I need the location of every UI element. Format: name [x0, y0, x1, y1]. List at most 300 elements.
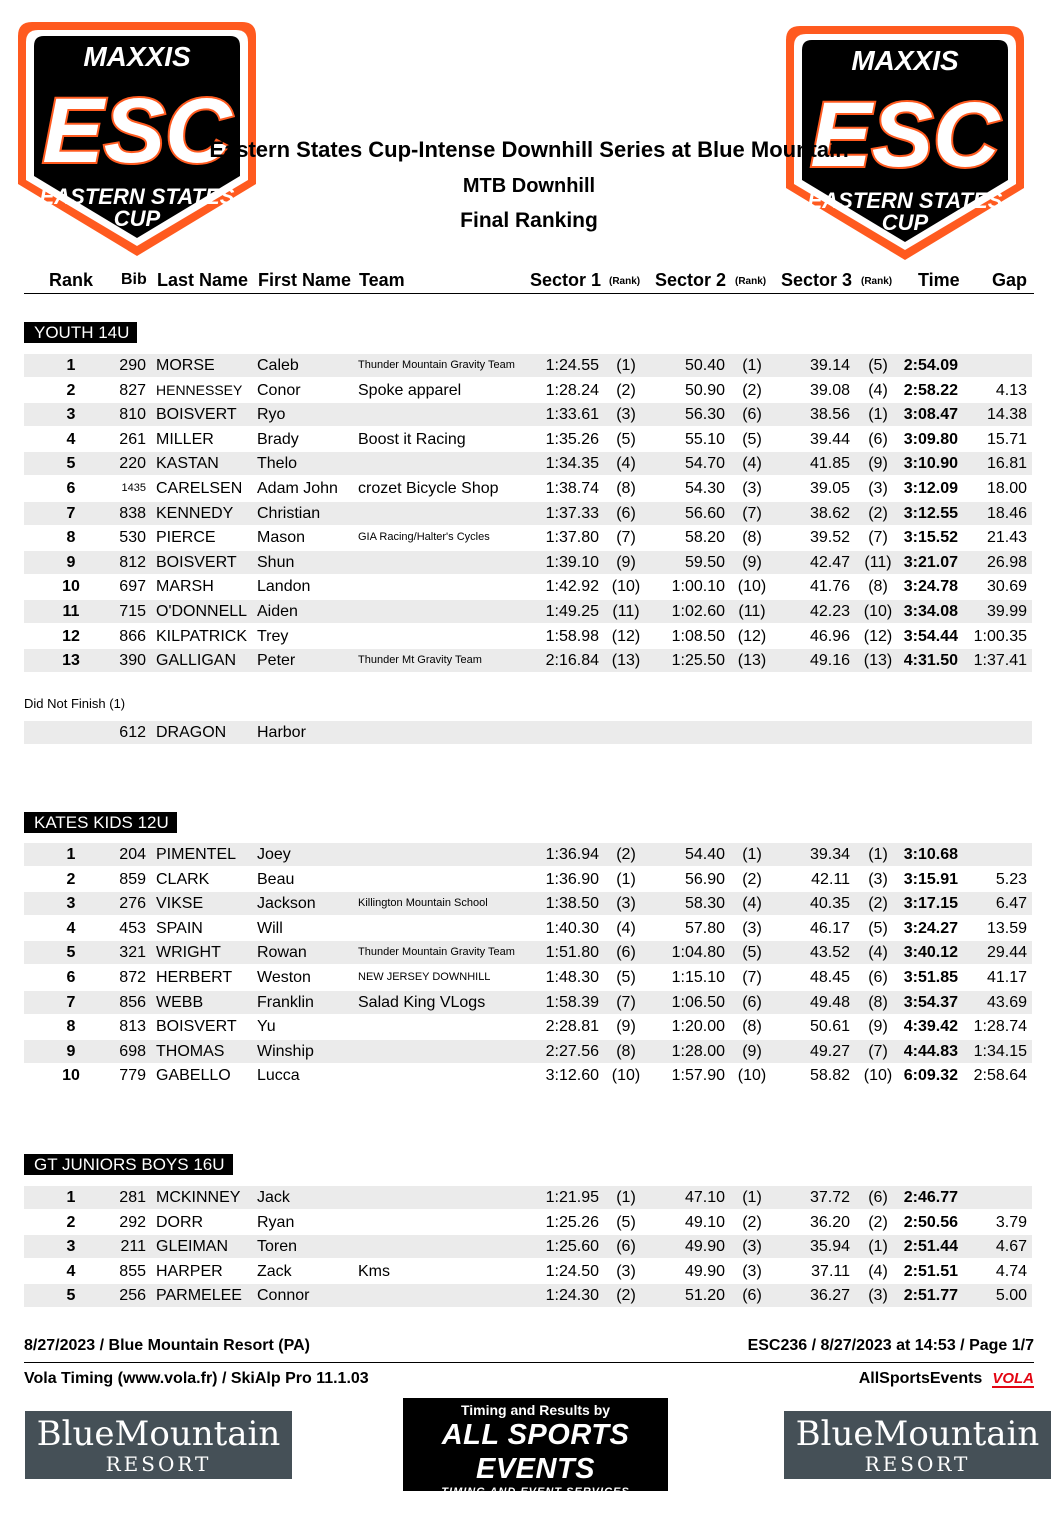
sector3-time: 39.14: [809, 357, 850, 374]
total-time: 3:34.08: [903, 603, 958, 620]
total-time: 4:39.42: [903, 1018, 958, 1036]
gap: 13.59: [986, 919, 1027, 937]
sector2-time: 1:00.10: [671, 578, 725, 596]
sector1-rank: (5): [616, 430, 636, 448]
last-name: HARPER: [156, 1262, 223, 1280]
sector1-time: 1:36.94: [545, 846, 599, 863]
rank: 2: [66, 1213, 76, 1231]
sector3-time: 39.34: [809, 846, 850, 863]
first-name: Landon: [257, 578, 311, 596]
team: Salad King VLogs: [358, 993, 486, 1011]
total-time: 3:24.78: [903, 578, 958, 596]
result-row: [24, 1235, 1032, 1258]
team: crozet Bicycle Shop: [358, 480, 499, 497]
first-name: Ryo: [257, 406, 286, 424]
sector3-time: 42.11: [811, 870, 850, 888]
rank: 10: [62, 578, 80, 596]
gap: 1:00.35: [973, 627, 1027, 645]
sector2-rank: (8): [742, 1018, 762, 1036]
sector3-rank: (7): [868, 529, 888, 547]
total-time: 2:58.22: [903, 381, 958, 399]
sector1-rank: (2): [616, 1287, 636, 1305]
sector1-rank: (1): [616, 1189, 636, 1206]
sector1-time: 1:58.39: [545, 993, 599, 1011]
maxxis-logo-text: MAXXIS: [851, 45, 959, 76]
eastern-states-logo-text: EASTERN STATES: [807, 188, 1003, 213]
gap: 26.98: [986, 553, 1027, 571]
rank: 4: [66, 430, 76, 448]
sector3-rank: (6): [868, 430, 888, 448]
sector3-rank: (10): [863, 1067, 893, 1085]
result-row: [24, 1186, 1032, 1209]
sector2-rank: (9): [742, 553, 762, 571]
last-name: MCKINNEY: [156, 1189, 241, 1206]
gap: 4.74: [995, 1262, 1027, 1280]
sector2-rank: (12): [737, 627, 767, 645]
sector3-rank: (6): [868, 969, 888, 986]
sector3-rank: (3): [868, 1287, 888, 1305]
result-row: [24, 379, 1032, 402]
result-row: [24, 917, 1032, 940]
bib: 453: [119, 919, 146, 937]
rank: 1: [66, 846, 76, 863]
total-time: 2:50.56: [903, 1213, 958, 1231]
rank: 1: [66, 357, 76, 374]
sector3-time: 41.76: [809, 578, 850, 596]
gap: 16.81: [986, 455, 1027, 473]
sector1-time: 1:35.26: [545, 430, 599, 448]
sector1-rank: (9): [616, 1018, 636, 1036]
sector2-time: 1:06.50: [671, 993, 725, 1011]
sector1-time: 1:51.80: [545, 944, 599, 962]
sector3-rank: (11): [864, 553, 892, 571]
last-name: HERBERT: [156, 969, 233, 986]
sector3-time: 42.23: [809, 603, 850, 620]
last-name: O'DONNELL: [156, 603, 248, 620]
event-title: Eastern States Cup-Intense Downhill Series at Blue Mountain: [209, 137, 849, 162]
footer-timing: [24, 1370, 1034, 1392]
sector3-time: 39.08: [809, 381, 850, 399]
sector2-time: 51.20: [684, 1287, 725, 1305]
sector1-time: 2:16.84: [545, 652, 599, 670]
ase-url: www.allsportsevents.com: [455, 1498, 616, 1513]
first-name: Thelo: [257, 455, 298, 473]
sector2-rank: (2): [742, 1213, 762, 1231]
ranking-title: Final Ranking: [460, 209, 598, 232]
sector2-time: 1:04.80: [671, 944, 725, 962]
sector1-time: 1:40.30: [545, 919, 599, 937]
sector1-time: 1:39.10: [545, 553, 599, 571]
sector1-rank: (8): [616, 480, 636, 497]
bib: 866: [119, 627, 146, 645]
result-row: [24, 1284, 1032, 1307]
rank: 3: [66, 895, 76, 913]
gap: 30.69: [986, 578, 1027, 596]
first-name: Conor: [257, 381, 301, 399]
rank: 4: [66, 1262, 76, 1280]
team: GIA Racing/Halter's Cycles: [358, 531, 490, 544]
blue-mountain-name: BlueMountain: [36, 1414, 281, 1454]
sector3-rank: (9): [868, 1018, 888, 1036]
result-row: [24, 892, 1032, 915]
sector2-time: 54.70: [684, 455, 725, 473]
gap: 43.69: [986, 993, 1027, 1011]
sector2-rank: (3): [742, 480, 762, 497]
result-row: [24, 1064, 1032, 1087]
ase-timing-line: Timing and Results by: [460, 1402, 611, 1418]
bib: 855: [119, 1262, 146, 1280]
last-name: KENNEDY: [156, 504, 234, 522]
dnf-row: [24, 721, 1032, 744]
sector2-rank: (13): [737, 652, 767, 670]
sector2-time: 1:02.60: [671, 603, 725, 620]
sector3-time: 46.96: [809, 627, 850, 645]
sector1-rank: (4): [616, 455, 636, 473]
sector3-time: 41.85: [809, 455, 850, 473]
sector1-time: 1:37.80: [545, 529, 599, 547]
sector2-rank: (2): [742, 870, 762, 888]
total-time: 3:15.91: [903, 870, 958, 888]
sector2-rank: (1): [742, 357, 762, 374]
sector1-rank: (1): [616, 870, 636, 888]
sector1-rank: (11): [612, 603, 640, 620]
sector2-time: 56.30: [684, 406, 725, 424]
sector3-rank: (7): [868, 1042, 888, 1060]
sector2-time: 1:57.90: [671, 1067, 725, 1085]
discipline-title: MTB Downhill: [462, 175, 596, 197]
sector2-rank: (3): [742, 919, 762, 937]
sector1-rank: (7): [616, 529, 636, 547]
col-time: Time: [918, 270, 960, 290]
total-time: 3:12.55: [903, 504, 958, 522]
bib: 261: [119, 430, 146, 448]
rank: 5: [66, 455, 76, 473]
bib: 204: [119, 846, 146, 863]
total-time: 2:51.44: [903, 1238, 958, 1256]
result-row: [24, 354, 1032, 377]
total-time: 2:51.77: [903, 1287, 958, 1305]
rank: 2: [66, 870, 76, 888]
category-youth-14u: YOUTH 14U: [24, 322, 137, 343]
team: NEW JERSEY DOWNHILL: [358, 971, 491, 983]
rank: 13: [62, 652, 80, 670]
sector3-rank: (2): [868, 504, 888, 522]
sector2-rank: (11): [738, 603, 766, 620]
sector1-time: 1:34.35: [545, 455, 599, 473]
sector2-time: 54.30: [684, 480, 725, 497]
total-time: 3:15.52: [903, 529, 958, 547]
col-gap: Gap: [992, 270, 1028, 290]
sector3-time: 58.82: [809, 1067, 850, 1085]
result-row: [24, 991, 1032, 1014]
result-row: [24, 625, 1032, 648]
bib: 390: [119, 652, 146, 670]
col-sector3: Sector 3: [781, 270, 853, 290]
sector2-rank: (5): [742, 430, 762, 448]
col-rank2: (Rank): [735, 276, 767, 287]
sector2-rank: (1): [742, 846, 762, 863]
total-time: 3:17.15: [903, 895, 958, 913]
result-row: [24, 1260, 1032, 1283]
rank: 8: [66, 529, 76, 547]
sector1-time: 1:28.24: [545, 381, 599, 399]
sector2-time: 1:15.10: [671, 969, 725, 986]
first-name: Lucca: [257, 1067, 300, 1085]
gap: 29.44: [986, 944, 1027, 962]
sector2-time: 50.90: [684, 381, 725, 399]
sector1-time: 1:38.74: [545, 480, 599, 497]
sector3-time: 35.94: [809, 1238, 850, 1256]
rank: 3: [66, 406, 76, 424]
total-time: 3:10.68: [903, 846, 958, 863]
sector3-time: 37.11: [811, 1262, 850, 1280]
total-time: 3:10.90: [903, 455, 958, 473]
sector1-rank: (7): [616, 993, 636, 1011]
first-name: Caleb: [257, 357, 299, 374]
sector3-time: 38.62: [809, 504, 850, 522]
sector3-time: 40.35: [809, 895, 850, 913]
esc-logo-text: ESC: [810, 84, 1000, 186]
sector3-rank: (12): [863, 627, 893, 645]
sector3-rank: (8): [868, 578, 888, 596]
sector3-rank: (1): [868, 406, 888, 424]
result-row: [24, 941, 1032, 964]
result-row: [24, 966, 1032, 989]
last-name: PIMENTEL: [156, 846, 237, 863]
sector1-time: 1:24.55: [545, 357, 599, 374]
sector3-time: 46.17: [809, 919, 850, 937]
col-sector1: Sector 1: [530, 270, 602, 290]
result-row: [24, 1211, 1032, 1234]
total-time: 2:54.09: [903, 357, 958, 374]
sector2-time: 47.10: [684, 1189, 725, 1206]
last-name: MARSH: [156, 578, 214, 596]
sector2-rank: (8): [742, 529, 762, 547]
sector1-time: 1:24.50: [545, 1262, 599, 1280]
sector1-rank: (6): [616, 944, 636, 962]
sector1-time: 1:49.25: [545, 603, 599, 620]
sector3-rank: (5): [868, 357, 888, 374]
total-time: 3:54.37: [903, 993, 958, 1011]
sector2-time: 57.80: [684, 919, 725, 937]
first-name: Ryan: [257, 1213, 295, 1231]
sector2-time: 59.50: [684, 553, 725, 571]
bib: 612: [119, 724, 146, 741]
gap: 5.00: [995, 1287, 1027, 1305]
sector1-time: 2:28.81: [545, 1018, 599, 1036]
sector3-time: 48.45: [809, 969, 850, 986]
total-time: 3:21.07: [903, 553, 958, 571]
sector3-time: 36.20: [809, 1213, 850, 1231]
vola-logo: VOLA: [992, 1370, 1034, 1387]
col-rank: Rank: [49, 270, 94, 290]
result-row: [24, 1015, 1032, 1038]
sector3-time: 42.47: [809, 553, 850, 571]
sector1-time: 1:25.60: [545, 1238, 599, 1256]
result-row: [24, 843, 1032, 866]
sector3-time: 43.52: [809, 944, 850, 962]
sector3-time: 39.05: [809, 480, 850, 497]
last-name: DRAGON: [156, 724, 227, 741]
total-time: 4:44.83: [903, 1042, 958, 1060]
footer-info: [24, 1337, 1034, 1363]
gap: 1:37.41: [973, 652, 1027, 670]
sector2-time: 54.40: [684, 846, 725, 863]
total-time: 2:46.77: [903, 1189, 958, 1206]
total-time: 3:08.47: [903, 406, 958, 424]
footer-timing-software: Vola Timing (www.vola.fr) / SkiAlp Pro 11.1.03: [24, 1370, 369, 1387]
first-name: Harbor: [257, 724, 306, 741]
result-row: [24, 575, 1032, 598]
result-row: [24, 502, 1032, 525]
first-name: Yu: [257, 1018, 276, 1036]
sector3-rank: (4): [868, 1262, 888, 1280]
last-name: MILLER: [156, 430, 214, 448]
first-name: Winship: [257, 1042, 314, 1060]
sector1-rank: (2): [616, 846, 636, 863]
bib: 530: [119, 529, 146, 547]
ase-name: ALL SPORTS EVENTS: [441, 1419, 630, 1485]
gap: 18.00: [986, 480, 1027, 497]
sector3-time: 39.52: [809, 529, 850, 547]
last-name: THOMAS: [156, 1042, 225, 1060]
sector2-rank: (10): [737, 578, 767, 596]
rank: 11: [62, 603, 80, 620]
sector2-rank: (7): [742, 504, 762, 522]
total-time: 3:24.27: [903, 919, 958, 937]
last-name: HENNESSEY: [156, 381, 243, 398]
last-name: PARMELEE: [156, 1287, 242, 1305]
last-name: KILPATRICK: [156, 627, 247, 645]
sector2-time: 1:28.00: [671, 1042, 725, 1060]
first-name: Shun: [257, 553, 295, 571]
gap: 14.38: [986, 406, 1027, 424]
blue-mountain-resort: RESORT: [105, 1452, 212, 1476]
team: Kms: [358, 1262, 390, 1280]
sector3-time: 49.16: [809, 652, 850, 670]
sector3-rank: (8): [868, 993, 888, 1011]
first-name: Joey: [257, 846, 291, 863]
sector1-time: 1:48.30: [545, 969, 599, 986]
gap: 1:34.15: [973, 1042, 1027, 1060]
sector2-time: 49.10: [684, 1213, 725, 1231]
result-row: [24, 868, 1032, 891]
first-name: Zack: [257, 1262, 292, 1280]
ase-services: TIMING AND EVENT SERVICES: [441, 1486, 630, 1498]
sector3-rank: (1): [868, 1238, 888, 1256]
footer-race-page: ESC236 / 8/27/2023 at 14:53 / Page 1/7: [747, 1337, 1034, 1354]
rank: 7: [66, 993, 76, 1011]
team: Thunder Mountain Gravity Team: [358, 946, 515, 959]
sector1-rank: (5): [616, 1213, 636, 1231]
rank: 5: [66, 944, 76, 962]
sector2-rank: (3): [742, 1238, 762, 1256]
first-name: Aiden: [257, 603, 298, 620]
result-row: [24, 452, 1032, 475]
sector3-time: 36.27: [809, 1287, 850, 1305]
sector1-rank: (5): [616, 969, 636, 986]
gap: 2:58.64: [973, 1067, 1027, 1085]
total-time: 3:09.80: [903, 430, 958, 448]
col-sector2: Sector 2: [655, 270, 727, 290]
bib: 256: [119, 1287, 146, 1305]
sector2-rank: (5): [742, 944, 762, 962]
bib: 827: [119, 381, 146, 399]
result-row: [24, 477, 1032, 500]
sector1-rank: (13): [611, 652, 641, 670]
bib: 292: [119, 1213, 146, 1231]
sector2-rank: (4): [742, 455, 762, 473]
rank: 1: [66, 1189, 76, 1206]
sector3-rank: (4): [868, 944, 888, 962]
rank: 9: [66, 553, 76, 571]
sector1-time: 1:25.26: [545, 1213, 599, 1231]
dnf-label: Did Not Finish (1): [24, 696, 126, 711]
sector2-time: 49.90: [684, 1262, 725, 1280]
team: Boost it Racing: [358, 430, 466, 448]
cup-logo-text: CUP: [113, 206, 161, 231]
gap: 39.99: [986, 603, 1027, 620]
team: Thunder Mt Gravity Team: [358, 654, 482, 667]
last-name: PIERCE: [156, 529, 216, 547]
bib: 211: [120, 1238, 146, 1256]
sector2-rank: (6): [742, 1287, 762, 1305]
last-name: VIKSE: [156, 895, 204, 913]
first-name: Jack: [257, 1189, 290, 1206]
sector1-time: 1:42.92: [545, 578, 599, 596]
rank: 10: [62, 1067, 80, 1085]
first-name: Will: [257, 919, 283, 937]
bib: 813: [119, 1018, 146, 1036]
last-name: GALLIGAN: [156, 652, 237, 670]
gap: 21.43: [986, 529, 1027, 547]
bib: 276: [119, 895, 146, 913]
first-name: Peter: [257, 652, 296, 670]
last-name: BOISVERT: [156, 1018, 237, 1036]
sector1-rank: (10): [611, 1067, 641, 1085]
col-rank1: (Rank): [609, 276, 641, 287]
sector2-rank: (9): [742, 1042, 762, 1060]
total-time: 3:12.09: [903, 480, 958, 497]
sector3-time: 37.72: [809, 1189, 850, 1206]
bib: 697: [119, 578, 146, 596]
first-name: Trey: [257, 627, 289, 645]
sector1-time: 1:21.95: [545, 1189, 599, 1206]
sector2-time: 58.20: [684, 529, 725, 547]
result-row: [24, 403, 1032, 426]
bib: 859: [119, 870, 146, 888]
total-time: 6:09.32: [903, 1067, 958, 1085]
last-name: WRIGHT: [156, 944, 221, 962]
last-name: DORR: [156, 1213, 204, 1231]
last-name: GABELLO: [156, 1067, 231, 1085]
bib: 810: [119, 406, 146, 424]
sector1-rank: (6): [616, 504, 636, 522]
total-time: 2:51.51: [903, 1262, 958, 1280]
col-last-name: Last Name: [157, 270, 249, 290]
rank: 8: [66, 1018, 76, 1036]
last-name: KASTAN: [156, 455, 219, 473]
col-first-name: First Name: [258, 270, 352, 290]
rank: 4: [66, 919, 76, 937]
sector2-time: 56.90: [684, 870, 725, 888]
sector3-rank: (2): [868, 895, 888, 913]
result-row: [24, 428, 1032, 451]
rank: 6: [66, 480, 76, 497]
sector3-rank: (1): [868, 846, 888, 863]
sector1-time: 2:27.56: [545, 1042, 599, 1060]
first-name: Connor: [257, 1287, 310, 1305]
